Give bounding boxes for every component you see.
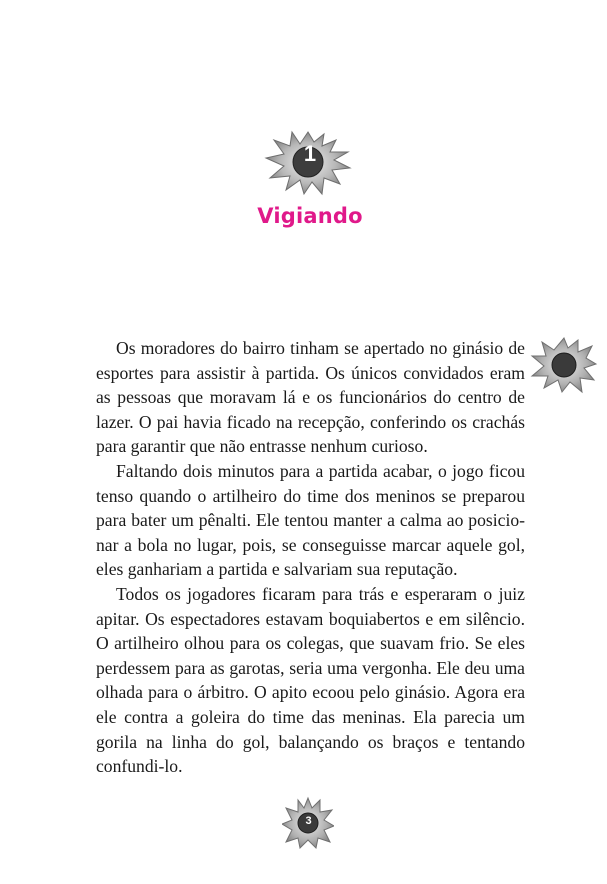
- paragraph: Todos os jogadores ficaram para trás e esperaram o juiz apitar. Os espectadores estavam boquiabertos e em silêncio. O artilheiro olhou para os colegas, que suavam frio. Se eles perdessem para as garotas, seria uma vergonha. Ele deu uma olhada para o árbitro. O apito ecoou pelo ginásio. Agora era ele contra a goleira do time das meninas. Ela parecia um gorila na linha do gol, balançando os braços e tentando confundi-lo.: [96, 583, 525, 777]
- paragraph: Faltando dois minutos para a partida acabar, o jogo ficou tenso quando o artilheiro do time dos meninos se preparou para bater um pênalti. Ele tentou manter a calma ao posicionar a bola no lugar, pois, se conseguisse marcar aquele gol, eles ganhariam a partida e salvariam sua reputação.: [96, 460, 525, 580]
- page-number: 3: [305, 815, 312, 827]
- chapter-body: [96, 336, 525, 779]
- paragraph: Os moradores do bairro tinham se apertado no ginásio de esportes para assistir à partida. Os únicos convidados eram as pessoas que moravam lá e os funcionários do centro de lazer. O pai havia ficado na recepção, conferindo os crachás para garantir que não entrasse nenhum curioso.: [96, 338, 525, 457]
- chapter-number: 1: [303, 141, 317, 166]
- chapter-title: Vigiando: [257, 204, 363, 228]
- bullet-hole-icon: [528, 336, 598, 394]
